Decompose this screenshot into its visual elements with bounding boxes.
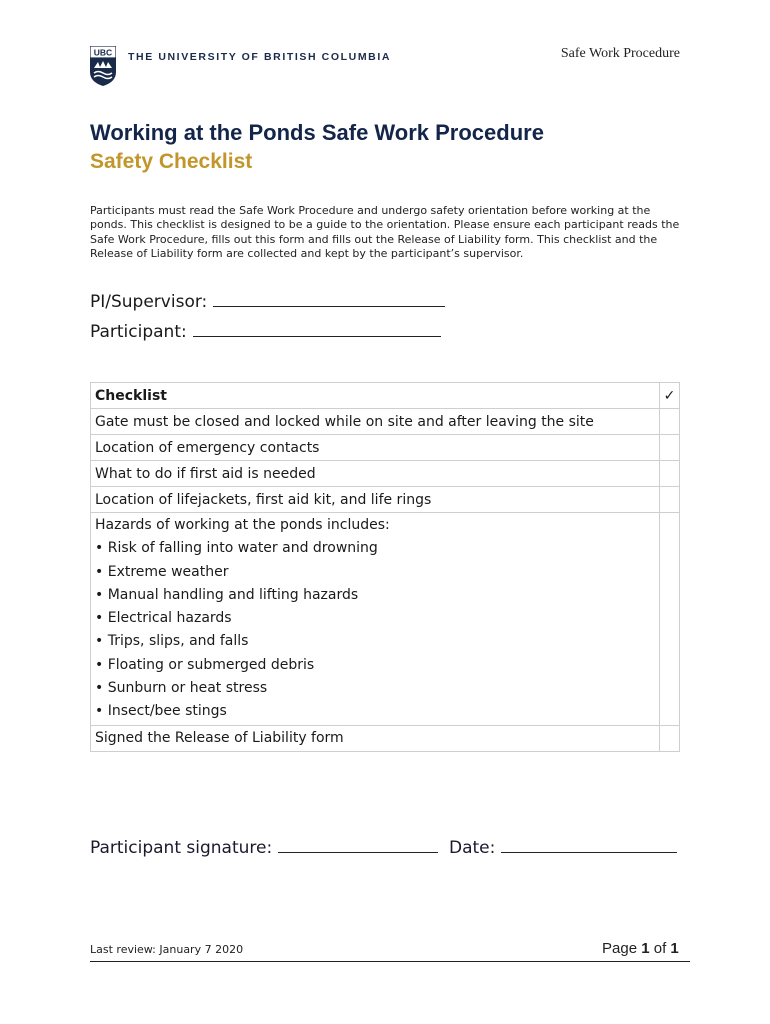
ubc-logo-text: UBC	[93, 47, 113, 58]
ubc-logo	[90, 46, 116, 86]
hazard-item: • Extreme weather	[95, 563, 229, 580]
hazard-item: • Risk of falling into water and drowning	[95, 540, 378, 557]
intro-paragraph: Participants must read the Safe Work Procedure and undergo safety orientation before working at the ponds. This checklist is designed to be a guide to the orientation. Please ensure each participant reads the Safe Work Procedure, fills out this form and fills out the Release of Liability form. This checklist and the Release of Liability form are collected and kept by the participant’s supervisor.	[90, 204, 680, 261]
checklist-item-first-aid: What to do if first aid is needed	[91, 461, 660, 487]
table-row	[91, 725, 680, 751]
hazard-item: • Trips, slips, and falls	[95, 633, 249, 650]
table-row	[91, 513, 680, 726]
checkbox-hazards[interactable]	[660, 513, 680, 726]
participant-signature-line[interactable]	[278, 836, 438, 853]
supervisor-label: PI/Supervisor:	[90, 292, 208, 312]
hazard-item: • Manual handling and lifting hazards	[95, 586, 359, 603]
safety-checklist-table	[90, 382, 680, 752]
date-field	[449, 836, 677, 858]
last-review: Last review: January 7 2020	[90, 943, 244, 956]
page-number: Page 1 of 1	[602, 940, 679, 957]
table-row	[91, 409, 680, 435]
hazard-item: • Floating or submerged debris	[95, 656, 315, 673]
hazard-item: • Sunburn or heat stress	[95, 680, 268, 697]
checklist-item-release: Signed the Release of Liability form	[91, 725, 660, 751]
checklist-item-hazards	[91, 513, 660, 726]
document-type: Safe Work Procedure	[560, 46, 680, 61]
checkbox-gate[interactable]	[660, 409, 680, 435]
checkbox-emergency-contacts[interactable]	[660, 435, 680, 461]
participant-input-line[interactable]	[193, 320, 441, 337]
university-name: THE UNIVERSITY OF BRITISH COLUMBIA	[128, 51, 392, 63]
hazard-item: • Insect/bee stings	[95, 703, 227, 720]
table-row	[91, 487, 680, 513]
checklist-item-gate: Gate must be closed and locked while on site and after leaving the site	[91, 409, 660, 435]
checkbox-release[interactable]	[660, 725, 680, 751]
supervisor-input-line[interactable]	[213, 290, 445, 307]
checkbox-lifejackets[interactable]	[660, 487, 680, 513]
table-header-row	[91, 383, 680, 409]
check-column-header: ✓	[660, 383, 680, 409]
page-header	[90, 46, 690, 88]
checklist-header: Checklist	[91, 383, 660, 409]
date-input-line[interactable]	[501, 836, 677, 853]
hazards-title: Hazards of working at the ponds includes:	[95, 517, 390, 533]
page-title: Working at the Ponds Safe Work Procedure	[90, 120, 544, 145]
page-subtitle: Safety Checklist	[90, 150, 253, 173]
participant-signature-label: Participant signature:	[90, 838, 273, 858]
hazard-item: • Electrical hazards	[95, 610, 232, 627]
table-row	[91, 435, 680, 461]
supervisor-field	[90, 290, 445, 312]
checkbox-first-aid[interactable]	[660, 461, 680, 487]
participant-label: Participant:	[90, 322, 187, 342]
date-label: Date:	[449, 838, 496, 858]
table-row	[91, 461, 680, 487]
checklist-item-lifejackets: Location of lifejackets, first aid kit, and life rings	[91, 487, 660, 513]
footer-divider	[90, 961, 690, 962]
participant-field	[90, 320, 441, 342]
checklist-item-emergency-contacts: Location of emergency contacts	[91, 435, 660, 461]
participant-signature-field	[90, 836, 438, 858]
